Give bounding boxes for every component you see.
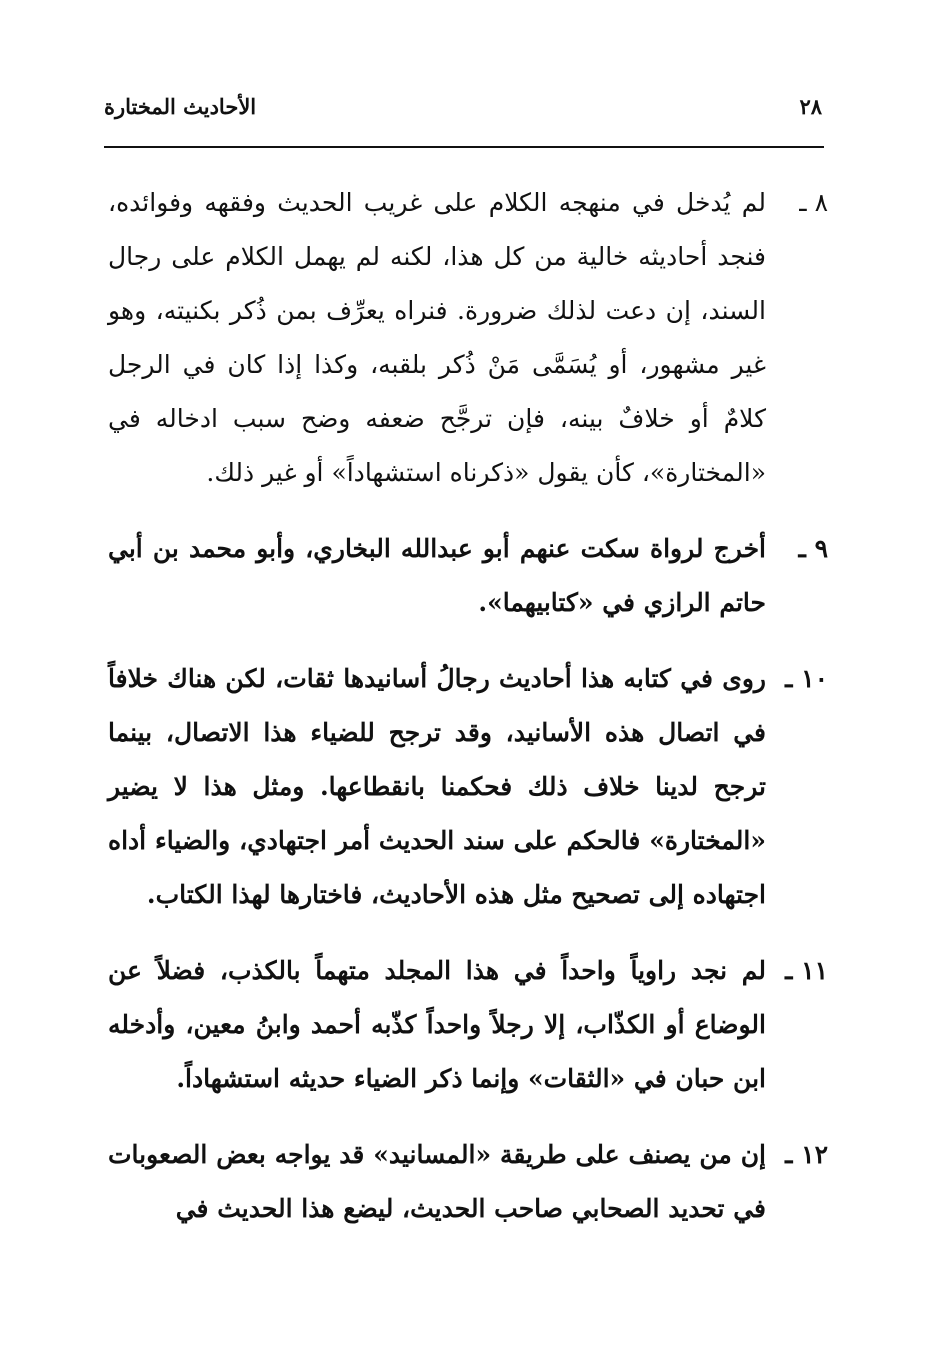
list-item [108,1128,828,1236]
list-item [108,652,828,922]
header-divider [104,146,824,148]
book-title: الأحاديث المختارة [104,94,257,119]
list-item [108,522,828,630]
item-text: لم يُدخل في منهجه الكلام على غريب الحديث وفقهه وفوائده، فنجد أحاديثه خالية من كل هذا، لكنه لم يهمل الكلام على رجال السند، إن دعت لذلك ضرورة. فنراه يعرِّف بمن ذُكر بكنيته، وهو غير مشهور، أو يُسَمَّى مَنْ ذُكر بلقبه، وكذا إذا كان في الرجل كلامٌ أو خلافٌ بينه، فإن ترجَّح ضعفه وضح سبب ادخاله في «المختارة»، كأن يقول «ذكرناه استشهاداً» أو غير ذلك. [108,188,766,487]
item-text: لم نجد راوياً واحداً في هذا المجلد متهماً بالكذب، فضلاً عن الوضاع أو الكذّاب، إلا رجلاً واحداً كذّبه أحمد وابنُ معين، وأدخله ابن حبان في «الثقات» وإنما ذكر الضياء حديثه استشهاداً. [108,956,766,1093]
page-number: ٢٨ [799,94,822,119]
item-number: ٩ ـ [798,534,828,563]
item-text: إن من يصنف على طريقة «المسانيد» قد يواجه بعض الصعوبات في تحديد الصحابي صاحب الحديث، ليضع هذا الحديث في [108,1140,766,1223]
item-number: ٨ ـ [799,188,828,217]
list-item [108,944,828,1106]
running-header [104,94,822,128]
list-item [108,176,828,500]
item-text: أخرج لرواة سكت عنهم أبو عبدالله البخاري، وأبو محمد بن أبي حاتم الرازي في «كتابيهما». [108,534,766,617]
page-body [108,176,828,1258]
item-text: روى في كتابه هذا أحاديث رجالُ أسانيدها ثقات، لكن هناك خلافاً في اتصال هذه الأسانيد، وقد ترجح للضياء هذا الاتصال، بينما ترجح لدينا خلاف ذلك فحكمنا بانقطاعها. ومثل هذا لا يضير «المختارة» فالحكم على سند الحديث أمر اجتهادي، والضياء أداه اجتهاده إلى تصحيح مثل هذه الأحاديث، فاختارها لهذا الكتاب. [108,664,766,909]
item-number: ١٠ ـ [785,664,828,693]
item-number: ١١ ـ [785,956,828,985]
item-number: ١٢ ـ [785,1140,828,1169]
